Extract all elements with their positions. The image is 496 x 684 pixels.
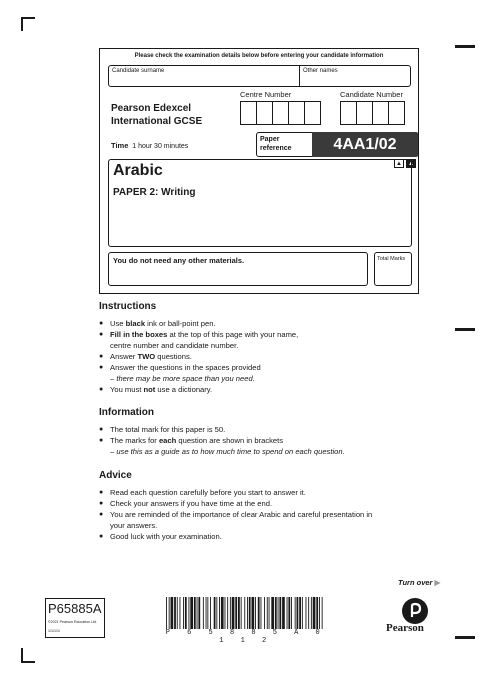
advice-list: [99, 487, 419, 542]
total-marks-label: Total Marks: [377, 256, 406, 262]
other-names-field[interactable]: [300, 66, 410, 86]
centre-number-label: Centre Number: [240, 90, 292, 99]
time-value: 1 hour 30 minutes: [132, 143, 189, 150]
list-item: ● The marks for each question are shown in brackets: [99, 435, 419, 446]
advice-heading: Advice: [99, 470, 132, 481]
crop-mark-top-left-h: [21, 17, 35, 19]
list-item-continuation: your answers.: [110, 521, 158, 530]
barcode: [165, 597, 327, 629]
list-item: ● Answer the questions in the spaces provided: [99, 362, 419, 373]
edge-bar-middle: [455, 328, 475, 331]
instructions-list: [99, 318, 419, 395]
total-marks-box[interactable]: [374, 252, 412, 286]
triangle-up-filled-icon: ▲: [406, 159, 416, 168]
qualification-name: International GCSE: [111, 116, 203, 127]
candidate-number-label: Candidate Number: [340, 90, 403, 99]
crop-mark-bottom-left-v: [21, 648, 23, 662]
board-name: Pearson Edexcel: [111, 103, 192, 114]
list-item: ● Fill in the boxes at the top of this page with your name,: [99, 329, 419, 340]
copyright-notice: ©2021 Pearson Education Ltd.: [48, 620, 98, 624]
turn-over: [398, 578, 440, 587]
edge-bar-bottom: [455, 636, 475, 639]
materials-note: You do not need any other materials.: [108, 252, 368, 286]
list-item-continuation: centre number and candidate number.: [110, 341, 239, 350]
paper-id: P65885A: [48, 601, 102, 616]
triangle-up-icon: ▲: [394, 159, 404, 168]
list-item: ● Use black ink or ball-point pen.: [99, 318, 419, 329]
paper-title: PAPER 2: Writing: [113, 187, 196, 198]
name-fields: [108, 65, 411, 87]
list-item: ● Read each question carefully before you start to answer it.: [99, 487, 419, 498]
crop-mark-top-left-v: [21, 17, 23, 31]
candidate-number-field[interactable]: [340, 101, 404, 125]
candidate-surname-field[interactable]: [109, 66, 299, 86]
list-item-continuation: – use this as a guide as to how much time to spend on each question.: [110, 447, 345, 456]
pearson-wordmark: Pearson: [386, 622, 424, 634]
list-item: ● You are reminded of the importance of clear Arabic and careful presentation in: [99, 509, 419, 520]
triangle-right-icon: ▶: [434, 578, 441, 587]
crop-mark-bottom-left-h: [21, 661, 35, 663]
list-item: ● The total mark for this paper is 50.: [99, 424, 419, 435]
information-list: [99, 424, 419, 457]
list-item: ● Check your answers if you have time at the end.: [99, 498, 419, 509]
candidate-header-box: [99, 48, 419, 294]
pearson-logo-icon: [402, 598, 428, 624]
paper-reference-box: [256, 132, 418, 157]
print-code: 1/1/1/1/: [48, 629, 60, 633]
list-item-continuation: – there may be more space than you need.: [110, 374, 255, 383]
instructions-heading: Instructions: [99, 301, 157, 312]
candidate-surname-label: Candidate surname: [112, 68, 165, 74]
information-heading: Information: [99, 407, 154, 418]
paper-id-box: [45, 598, 105, 638]
exam-board: [111, 102, 236, 128]
time-label: Time: [111, 141, 129, 150]
header-instruction: Please check the examination details below before entering your candidate information: [134, 53, 384, 59]
list-item: ● Answer TWO questions.: [99, 351, 419, 362]
barcode-number: P 6 5 8 8 5 A 0 1 1 2: [165, 629, 327, 645]
time-allowed: [111, 141, 188, 150]
subject-box: [108, 159, 412, 247]
paper-code: 4AA1/02: [312, 132, 418, 157]
list-item: ● Good luck with your examination.: [99, 531, 419, 542]
subject-title: Arabic: [113, 162, 163, 179]
other-names-label: Other names: [303, 68, 338, 74]
edge-bar-top: [455, 45, 475, 48]
centre-number-field[interactable]: [240, 101, 320, 125]
list-item: ● You must not use a dictionary.: [99, 384, 419, 395]
turn-over-label: Turn over: [398, 578, 433, 587]
paper-reference-label: Paper reference: [260, 136, 292, 152]
